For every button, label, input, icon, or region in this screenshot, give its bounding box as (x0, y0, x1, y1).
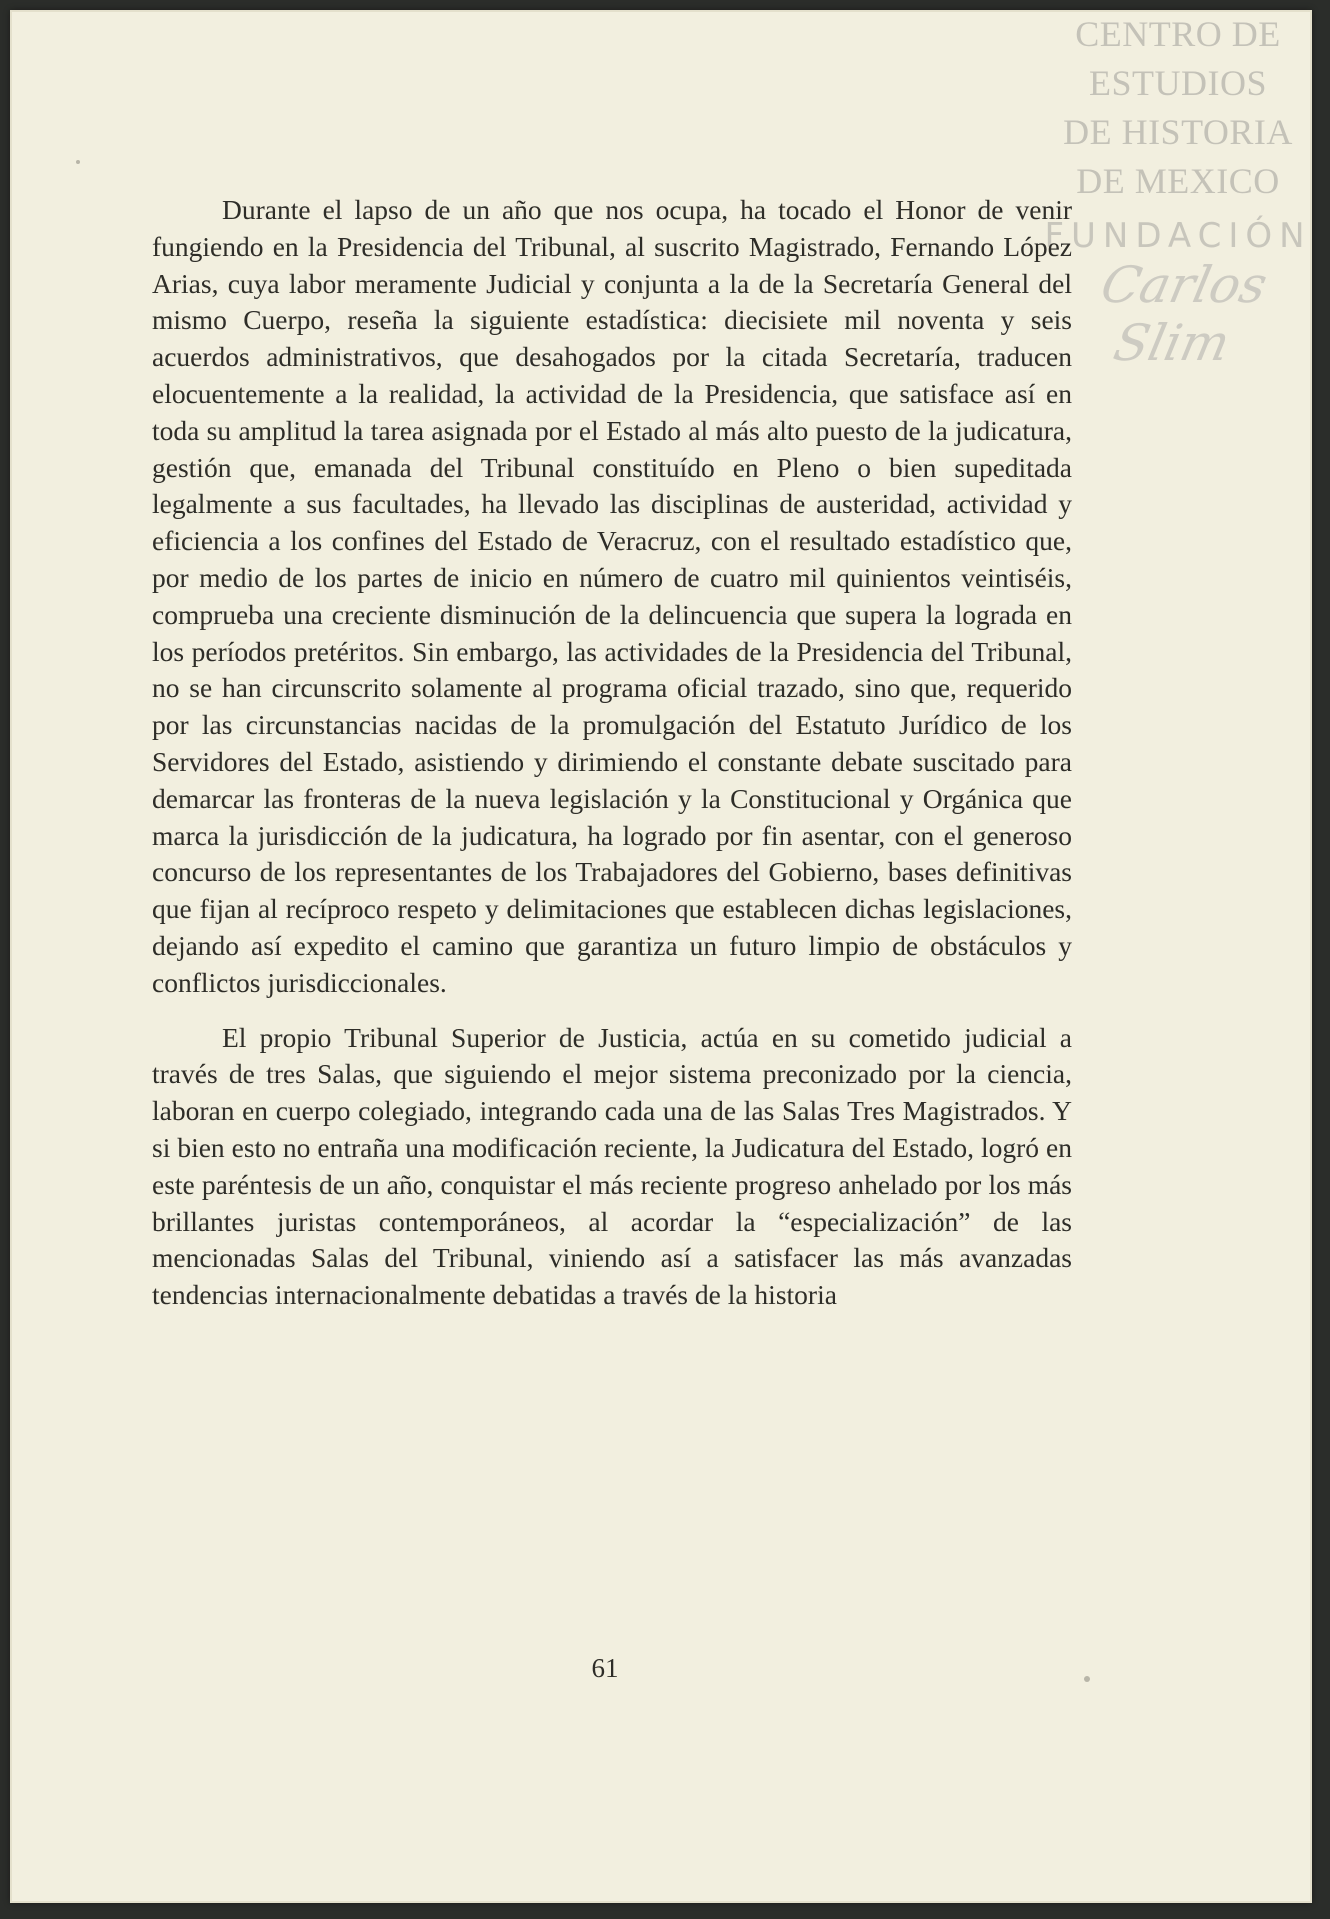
watermark-foundation: FUNDACIÓN (1044, 216, 1312, 256)
paragraph: El propio Tribunal Superior de Justicia, actúa en su cometido judicial a través de tres Salas, que siguiendo el mejor sistema preconizado por la ciencia, laboran en cuerpo colegiado, integrando cada una de las Salas Tres Magistrados. Y si bien esto no entraña una modificación reciente, la Judicatura del Estado, logró en este paréntesis de un año, conquistar el más reciente progreso anhelado por los más brillantes juristas contemporáneos, al acordar la “especialización” de las mencionadas Salas del Tribunal, viniendo así a satisfacer las más avanzadas tendencias internacionalmente debatidas a través de la historia (152, 1021, 1072, 1311)
paper-speck (1084, 1676, 1090, 1682)
watermark-line: ESTUDIOS (1088, 63, 1267, 103)
watermark (1044, 10, 1312, 372)
watermark-signature: Carlos Slim (1096, 256, 1273, 372)
watermark-line: DE HISTORIA (1063, 112, 1293, 152)
watermark-line: CENTRO DE (1075, 14, 1281, 54)
watermark-line: DE MEXICO (1076, 161, 1280, 201)
document-page (10, 10, 1312, 1903)
paragraph: Durante el lapso de un año que nos ocupa, ha tocado el Honor de venir fungiendo en la Presidencia del Tribunal, al suscrito Magistrado, Fernando López Arias, cuya labor meramente Judicial y conjunta a la de la Secretaría General del mismo Cuerpo, reseña la siguiente estadística: diecisiete mil noventa y seis acuerdos administrativos, que desahogados por la citada Secretaría, traducen elocuentemente a la realidad, la actividad de la Presidencia, que satisface así en toda su amplitud la tarea asignada por el Estado al más alto puesto de la judicatura, gestión que, emanada del Tribunal constituído en Pleno o bien supeditada legalmente a sus facultades, ha llevado las disciplinas de austeridad, actividad y eficiencia a los confines del Estado de Veracruz, con el resultado estadístico que, por medio de los partes de inicio en número de cuatro mil quinientos veintiséis, comprueba una creciente disminución de la delincuencia que supera la lograda en los períodos pretéritos. Sin embargo, las actividades de la Presidencia del Tribunal, no se han circunscrito solamente al programa oficial trazado, sino que, requerido por las circunstancias nacidas de la promulgación del Estatuto Jurídico de los Servidores del Estado, asistiendo y dirimiendo el constante debate suscitado para demarcar las fronteras de la nueva legislación y la Constitucional y Orgánica que marca la jurisdicción de la judicatura, ha logrado por fin asentar, con el generoso concurso de los representantes de los Trabajadores del Gobierno, bases definitivas que fijan al recíproco respeto y delimitaciones que establecen dichas legislaciones, dejando así expedito el camino que garantiza un futuro limpio de obstáculos y conflictos jurisdiccionales. (152, 194, 1072, 998)
paper-speck (76, 160, 80, 164)
body-text (152, 192, 1072, 1314)
page-number: 61 (591, 1653, 619, 1683)
